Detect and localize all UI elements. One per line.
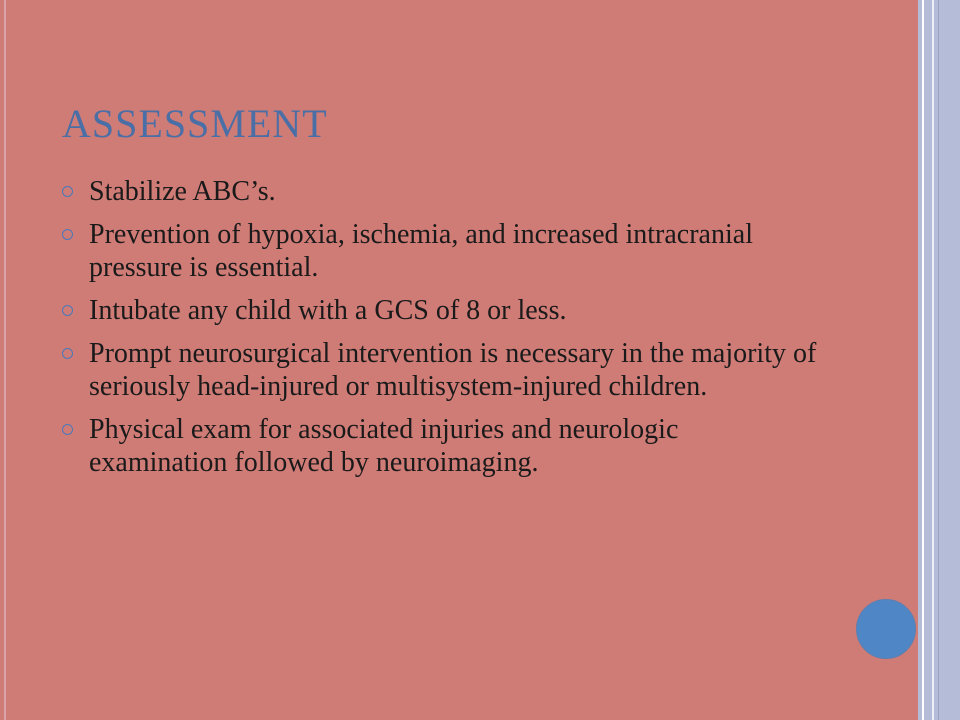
slide-title: ASSESSMENT [62, 101, 328, 146]
strip-line [938, 0, 939, 720]
circle-outline-icon [62, 348, 73, 359]
strip-line [922, 0, 924, 720]
circle-outline-icon [62, 229, 73, 240]
strip-line [932, 0, 934, 720]
bullet-text: Intubate any child with a GCS of 8 or less. [89, 295, 567, 326]
circle-outline-icon [62, 305, 73, 316]
side-decoration-strip [918, 0, 960, 720]
bullet-text: Physical exam for associated injuries and neurologic examination followed by neuroimaging. [89, 414, 679, 478]
circle-outline-icon [62, 186, 73, 197]
left-border-rule [4, 0, 6, 720]
bullet-item [62, 337, 822, 403]
bullet-item [62, 413, 822, 479]
bullet-text: Prevention of hypoxia, ischemia, and increased intracranial pressure is essential. [89, 219, 753, 283]
bullet-text: Prompt neurosurgical intervention is necessary in the majority of seriously head-injured or multisystem-injured children. [89, 338, 817, 402]
bullet-item [62, 175, 822, 208]
bullet-list [62, 175, 822, 489]
decorative-circle [856, 599, 916, 659]
bullet-item [62, 218, 822, 284]
circle-outline-icon [62, 424, 73, 435]
bullet-item [62, 294, 822, 327]
bullet-text: Stabilize ABC’s. [89, 176, 276, 207]
